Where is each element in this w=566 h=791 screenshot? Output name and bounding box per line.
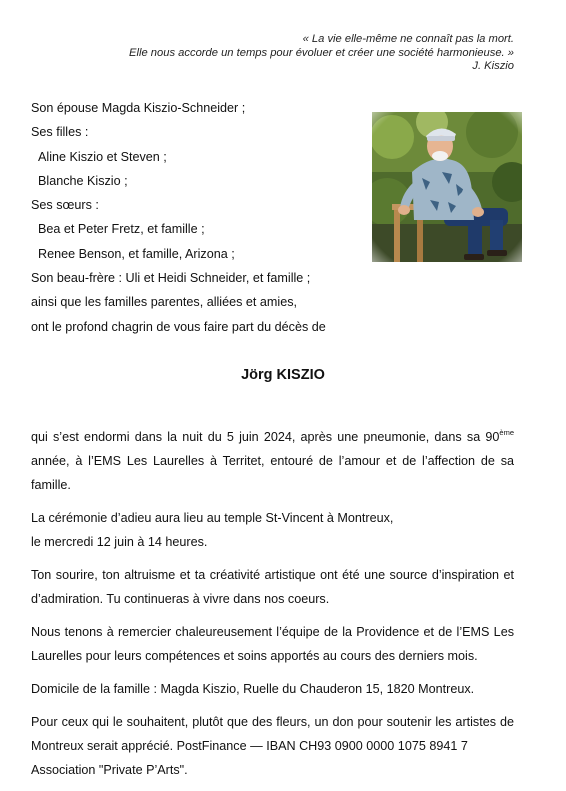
family-line-announcement: ont le profond chagrin de vous faire part du décès de bbox=[31, 319, 326, 334]
quote-line-2: Elle nous accorde un temps pour évoluer et créer une société harmonieuse. » bbox=[129, 46, 514, 59]
donation-association: Association "Private P’Arts". bbox=[31, 763, 188, 777]
family-line-sister-2: Renee Benson, et famille, Arizona ; bbox=[38, 246, 235, 261]
death-text-part-2: année, à l’EMS Les Laurelles à Territet, entouré de l’amour et de l’affection de sa famille. bbox=[31, 454, 514, 492]
family-line-daughters-heading: Ses filles : bbox=[31, 125, 89, 140]
family-line-spouse: Son épouse Magda Kiszio-Schneider ; bbox=[31, 101, 246, 115]
death-text-part-1: qui s’est endormi dans la nuit du 5 juin 2024, après une pneumonie, dans sa 90 bbox=[31, 430, 500, 444]
tribute-paragraph: Ton sourire, ton altruisme et ta créativité artistique ont été une source d’inspiration et d’admiration. Tu continueras à vivre dans nos coeurs. bbox=[31, 568, 514, 606]
donation-paragraph bbox=[31, 710, 514, 782]
thanks-paragraph: Nous tenons à remercier chaleureusement l’équipe de la Providence et de l’EMS Les Laurelles pour leurs compétences et soins apportés au cours des derniers mois. bbox=[31, 625, 514, 663]
deceased-name: Jörg KISZIO bbox=[241, 367, 325, 383]
death-paragraph bbox=[31, 425, 514, 497]
quote-line-1: « La vie elle-même ne connaît pas la mort. bbox=[302, 33, 514, 45]
family-line-daughter-1: Aline Kiszio et Steven ; bbox=[38, 149, 167, 164]
portrait-photo bbox=[372, 112, 522, 262]
family-line-relatives: ainsi que les familles parentes, alliées et amies, bbox=[31, 295, 297, 310]
family-line-sister-1: Bea et Peter Fretz, et famille ; bbox=[38, 222, 205, 237]
donation-text: Pour ceux qui le souhaitent, plutôt que des fleurs, un don pour soutenir les artistes de Montreux serait apprécié. PostFinance — IBAN CH93 0900 0000 1075 8941 7 bbox=[31, 715, 514, 753]
ceremony-paragraph bbox=[31, 506, 514, 554]
family-announcement bbox=[31, 96, 351, 339]
ceremony-date: le mercredi 12 juin à 14 heures. bbox=[31, 535, 208, 549]
ceremony-location: La cérémonie d’adieu aura lieu au temple St-Vincent à Montreux, bbox=[31, 511, 394, 525]
ordinal-suffix: ème bbox=[499, 428, 514, 437]
family-line-sisters-heading: Ses sœurs : bbox=[31, 198, 99, 213]
obituary-body bbox=[31, 425, 514, 791]
family-address: Domicile de la famille : Magda Kiszio, Ruelle du Chauderon 15, 1820 Montreux. bbox=[31, 682, 475, 696]
family-line-brother-in-law: Son beau-frère : Uli et Heidi Schneider, et famille ; bbox=[31, 271, 311, 286]
family-line-daughter-2: Blanche Kiszio ; bbox=[38, 173, 128, 188]
epigraph-quote bbox=[74, 33, 514, 74]
quote-author: J. Kiszio bbox=[472, 60, 514, 72]
